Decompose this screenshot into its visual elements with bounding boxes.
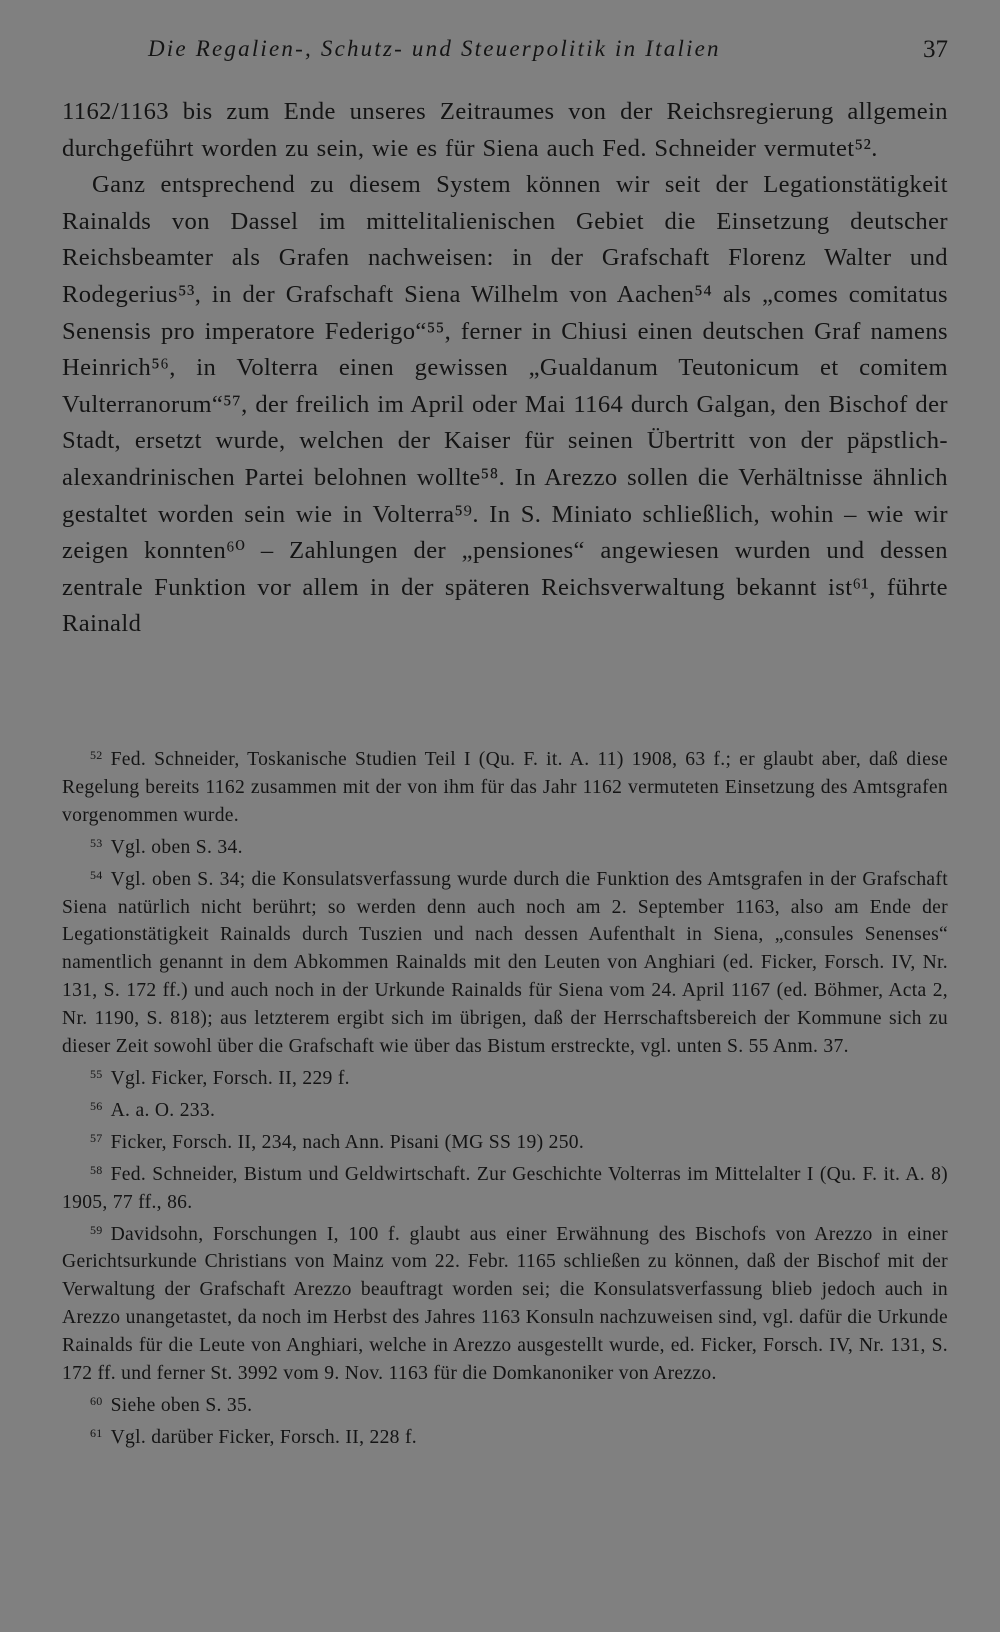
footnote-number: 57 [90, 1130, 103, 1145]
footnote-text: Vgl. oben S. 34; die Konsulatsverfassung wurde durch die Funktion des Amtsgrafen in der Grafschaft Siena natürlich nicht berührt; so werden denn auch noch am 2. September 1163, also am Ende der Legationstätigkeit Rainalds durch Tuszien und nach dessen Aufenthalt in Siena, „consules Senenses“ namentlich genannt in dem Abkommen Rainalds mit den Leuten von Anghiari (ed. Ficker, Forsch. IV, Nr. 131, S. 172 ff.) und auch noch in der Urkunde Rainalds für Siena vom 24. April 1167 (ed. Böhmer, Acta 2, Nr. 1190, S. 818); aus letzterem ergibt sich im übrigen, daß der Herrschaftsbereich der Kommune sich zu dieser Zeit sowohl über die Grafschaft wie über das Bistum erstreckte, vgl. unten S. 55 Anm. 37. [62, 868, 948, 1058]
footnote-number: 59 [90, 1222, 103, 1237]
footnote-text: Vgl. Ficker, Forsch. II, 229 f. [110, 1067, 350, 1089]
footnote-number: 53 [90, 835, 103, 850]
running-title: Die Regalien-, Schutz- und Steuerpolitik in Italien [148, 36, 721, 61]
footnote-58 [62, 1157, 948, 1217]
footnote-number: 55 [90, 1066, 103, 1081]
footnote-number: 54 [90, 867, 103, 882]
footnote-54 [62, 862, 948, 1061]
main-text [62, 94, 948, 643]
footnote-57 [62, 1125, 948, 1157]
footnote-text: Davidsohn, Forschungen I, 100 f. glaubt aus einer Erwähnung des Bischofs von Arezzo in einer Gerichtsurkunde Christians von Mainz vom 22. Febr. 1165 schließen zu können, daß der Bischof mit der Verwaltung der Grafschaft Arezzo beauftragt worden sei; die Konsulatsverfassung blieb jedoch auch in Arezzo unangetastet, da noch im Herbst des Jahres 1163 Konsuln nachzuweisen sind, vgl. dafür die Urkunde Rainalds für die Leute von Anghiari, welche in Arezzo ausgestellt wurde, ed. Ficker, Forsch. IV, Nr. 131, S. 172 ff. und ferner St. 3992 vom 9. Nov. 1163 für die Domkanoniker von Arezzo. [62, 1223, 948, 1385]
footnote-text: Fed. Schneider, Toskanische Studien Teil I (Qu. F. it. A. 11) 1908, 63 f.; er glaubt aber, daß diese Regelung bereits 1162 zusammen mit der von ihm für das Jahr 1162 vermuteten Einsetzung des Amtsgrafen vorgenommen wurde. [62, 749, 948, 826]
footnote-number: 56 [90, 1098, 103, 1113]
footnote-56 [62, 1093, 948, 1125]
paragraph: Ganz entsprechend zu diesem System können wir seit der Legationstätigkeit Rainalds von Dassel im mittelitalienischen Gebiet die Einsetzung deutscher Reichsbeamter als Grafen nachweisen: in der Grafschaft Florenz Walter und Rodegerius⁵³, in der Grafschaft Siena Wilhelm von Aachen⁵⁴ als „comes comitatus Senensis pro imperatore Federigo“⁵⁵, ferner in Chiusi einen deutschen Graf namens Heinrich⁵⁶, in Volterra einen gewissen „Gualdanum Teutonicum et comitem Vulterranorum“⁵⁷, der freilich im April oder Mai 1164 durch Galgan, den Bischof der Stadt, ersetzt wurde, welchen der Kaiser für seinen Übertritt von der päpstlich-alexandrinischen Partei belohnen wollte⁵⁸. In Arezzo sollen die Verhältnisse ähnlich gestaltet worden sein wie in Volterra⁵⁹. In S. Miniato schließlich, wohin – wie wir zeigen konnten⁶⁰ – Zahlungen der „pensiones“ angewiesen wurden und dessen zentrale Funktion vor allem in der späteren Reichsverwaltung bekannt ist⁶¹, führte Rainald [62, 171, 948, 638]
footnote-61 [62, 1420, 948, 1452]
footnote-number: 52 [90, 748, 103, 762]
footnote-52 [62, 742, 948, 830]
footnote-text: A. a. O. 233. [110, 1099, 216, 1121]
footnote-text: Siehe oben S. 35. [110, 1394, 253, 1416]
footnote-number: 61 [90, 1425, 103, 1440]
footnote-text: Fed. Schneider, Bistum und Geldwirtschaft. Zur Geschichte Volterras im Mittelalter I (Qu. F. it. A. 8) 1905, 77 ff., 86. [62, 1163, 948, 1213]
footnote-55 [62, 1061, 948, 1093]
footnotes [62, 742, 948, 1452]
footnote-number: 60 [90, 1393, 103, 1408]
footnote-59 [62, 1217, 948, 1388]
footnote-text: Ficker, Forsch. II, 234, nach Ann. Pisani (MG SS 19) 250. [110, 1131, 585, 1153]
footnote-60 [62, 1388, 948, 1420]
paragraph: 1162/1163 bis zum Ende unseres Zeitraumes von der Reichsregierung allgemein durchgeführt worden zu sein, wie es für Siena auch Fed. Schneider vermutet⁵². [62, 98, 948, 162]
footnote-53 [62, 830, 948, 862]
footnote-number: 58 [90, 1162, 103, 1177]
footnote-text: Vgl. oben S. 34. [110, 836, 243, 858]
page-header [148, 36, 948, 72]
footnote-text: Vgl. darüber Ficker, Forsch. II, 228 f. [110, 1426, 417, 1448]
page-number: 37 [923, 36, 948, 63]
